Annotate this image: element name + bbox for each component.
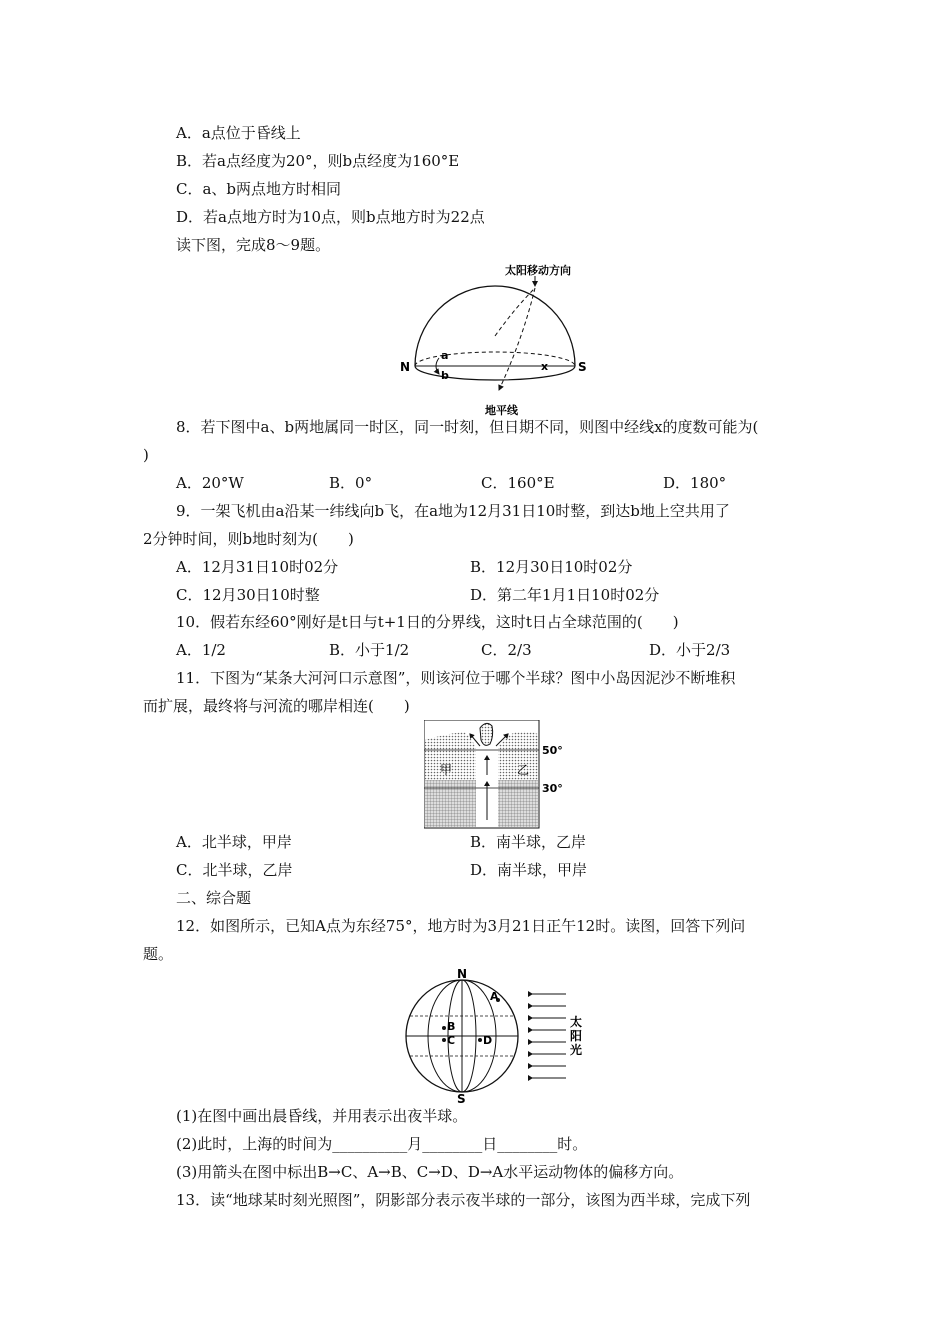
q11-option-a: A．北半球，甲岸: [176, 833, 292, 851]
fig3-sun-char-2: 阳: [570, 1029, 583, 1043]
fig1-x-label: x: [541, 360, 549, 373]
fig2-jia-label: 甲: [440, 763, 453, 777]
q9-stem-line2: 2分钟时间，则b地时刻为( ): [143, 530, 354, 548]
q11-option-d: D．南半球，甲岸: [470, 861, 588, 879]
fig3-a-label: A: [490, 990, 499, 1003]
q12-stem-line2: 题。: [143, 945, 174, 963]
figure-globe-sunlight: [398, 966, 588, 1104]
fig1-b-label: b: [441, 369, 449, 382]
q8-option-d: D．180°: [663, 474, 727, 492]
section-2-title: 二、综合题: [176, 889, 252, 907]
sun-direction-label: 太阳移动方向: [505, 264, 571, 277]
fig3-sun-char-3: 光: [570, 1043, 583, 1057]
q7-option-b: B．若a点经度为20°，则b点经度为160°E: [176, 152, 460, 170]
fig3-d-label: D: [483, 1034, 493, 1047]
fig1-n-label: N: [400, 360, 411, 374]
q11-stem-line1: 11．下图为“某条大河河口示意图”，则该河位于哪个半球？图中小岛因泥沙不断堆积: [176, 669, 736, 687]
q10-option-b: B．小于1/2: [329, 641, 410, 659]
q9-option-d: D．第二年1月1日10时02分: [470, 586, 660, 604]
q7-option-d: D．若a点地方时为10点，则b点地方时为22点: [176, 208, 485, 226]
fig1-a-label: a: [441, 349, 449, 362]
q8-stem-line2: ): [143, 446, 149, 464]
q12-sub-3: (3)用箭头在图中标出B→C、A→B、C→D、D→A水平运动物体的偏移方向。: [176, 1163, 684, 1181]
intro-8-9: 读下图，完成8～9题。: [176, 236, 331, 254]
fig2-lat50-label: 50°: [542, 744, 563, 757]
q10-option-a: A．1/2: [176, 641, 226, 659]
fig1-s-label: S: [578, 360, 587, 374]
fig2-lat30-label: 30°: [542, 782, 563, 795]
q12-stem-line1: 12．如图所示，已知A点为东经75°，地方时为3月21日正午12时。读图，回答下列问: [176, 917, 746, 935]
q8-option-c: C．160°E: [481, 474, 555, 492]
q9-option-a: A．12月31日10时02分: [176, 558, 339, 576]
q10-stem: 10．假若东经60°刚好是t日与t+1日的分界线，这时t日占全球范围的( ): [176, 613, 679, 631]
q9-option-b: B．12月30日10时02分: [470, 558, 633, 576]
fig3-s-label: S: [457, 1092, 466, 1104]
q11-option-c: C．北半球，乙岸: [176, 861, 293, 879]
q12-sub-2: (2)此时，上海的时间为__________月________日________时。: [176, 1135, 588, 1153]
fig3-sun-char-1: 太: [570, 1015, 583, 1029]
q8-stem-line1: 8．若下图中a、b两地属同一时区，同一时刻，但日期不同，则图中经线x的度数可能为(: [176, 418, 759, 436]
q10-option-d: D．小于2/3: [649, 641, 731, 659]
q12-sub-1: (1)在图中画出晨昏线，并用表示出夜半球。: [176, 1107, 468, 1125]
fig3-n-label: N: [457, 967, 468, 981]
q7-option-c: C．a、b两点地方时相同: [176, 180, 342, 198]
fig3-c-label: C: [447, 1034, 456, 1047]
q11-option-b: B．南半球，乙岸: [470, 833, 587, 851]
fig2-yi-label: 乙: [517, 763, 530, 777]
q9-option-c: C．12月30日10时整: [176, 586, 320, 604]
q8-option-a: A．20°W: [176, 474, 244, 492]
q9-stem-line1: 9．一架飞机由a沿某一纬线向b飞，在a地为12月31日10时整，到达b地上空共用了: [176, 502, 730, 520]
q11-stem-line2: 而扩展，最终将与河流的哪岸相连( ): [143, 697, 410, 715]
figure-sun-path: [395, 258, 595, 418]
q13-stem-line1: 13．读“地球某时刻光照图”，阴影部分表示夜半球的一部分，该图为西半球，完成下列: [176, 1191, 751, 1209]
figure-river-mouth: [424, 720, 574, 832]
q8-option-b: B．0°: [329, 474, 373, 492]
q7-option-a: A．a点位于昏线上: [176, 124, 301, 142]
fig3-b-label: B: [447, 1020, 456, 1033]
q10-option-c: C．2/3: [481, 641, 532, 659]
horizon-label: 地平线: [485, 404, 518, 417]
